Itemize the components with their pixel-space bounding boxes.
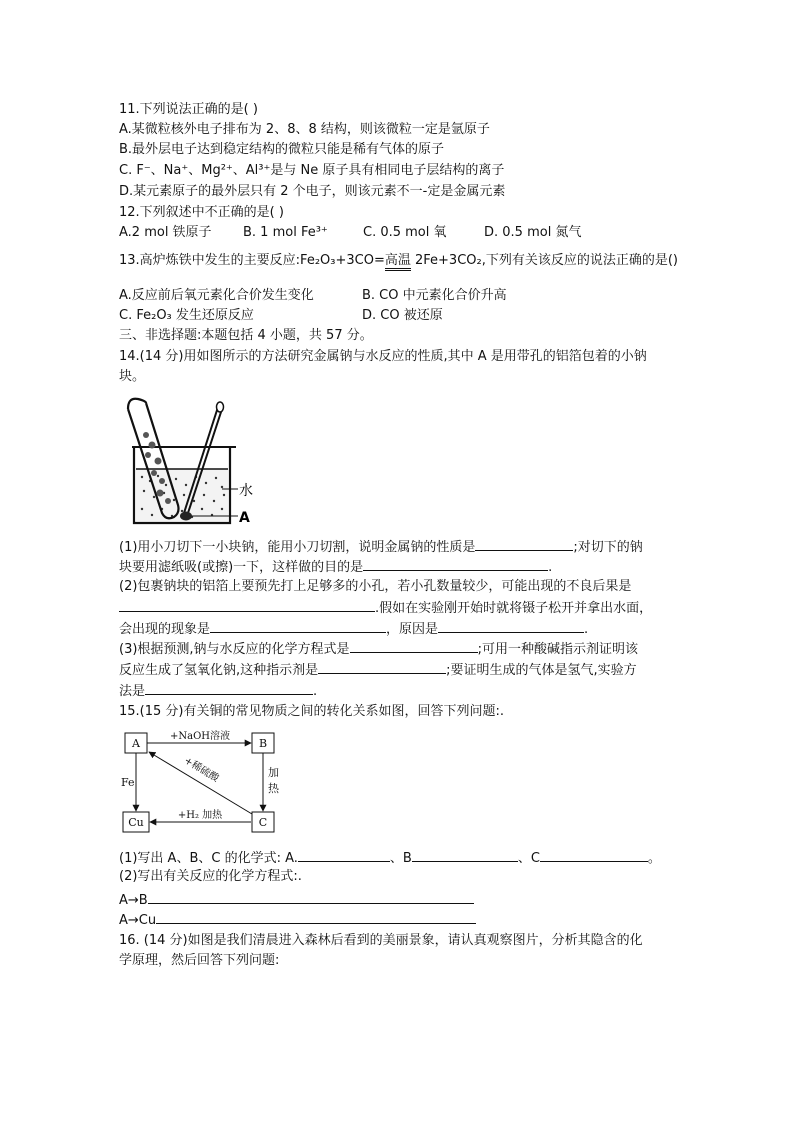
q15-part2: (2)写出有关反应的化学方程式:. (119, 869, 302, 884)
q14-part1-text-c: 块要用滤纸吸(或擦)一下，这样做的目的是 (119, 560, 364, 575)
q12-option-b: B. 1 mol Fe³⁺ (243, 225, 328, 240)
answer-blank-b[interactable] (412, 848, 518, 862)
q15-part1-text-d: 。 (647, 851, 661, 866)
q13-stem (119, 252, 678, 269)
q11-stem: 11.下列说法正确的是( ) (119, 102, 258, 117)
q13-option-d: D. CO 被还原 (362, 308, 443, 323)
arrow-ccu-label: +H₂ 加热 (177, 810, 223, 821)
q11-option-a: A.某微粒核外电子排布为 2、8、8 结构，则该微粒一定是氩原子 (119, 122, 490, 137)
q13-stem-pre: 13.高炉炼铁中发生的主要反应:Fe₂O₃+3CO= (119, 253, 385, 268)
q16-stem-line2: 学原理，然后回答下列问题: (119, 953, 280, 968)
q15-reaction-a-b-label: A→B (119, 893, 148, 908)
answer-blank[interactable] (363, 557, 548, 571)
reaction-condition: 高温 (385, 253, 411, 271)
label-a: A (239, 510, 250, 526)
q13-option-a: A.反应前后氧元素化合价发生变化 (119, 288, 314, 303)
q14-part2-text-c: 会出现的现象是 (119, 622, 211, 637)
q13-option-c: C. Fe₂O₃ 发生还原反应 (119, 308, 254, 323)
q11-option-b: B.最外层电子达到稳定结构的微粒只能是稀有气体的原子 (119, 142, 445, 157)
q14-stem-line2: 块。 (119, 369, 146, 384)
q14-part2-line1: (2)包裹钠块的铝箔上要预先打上足够多的小孔，若小孔数量较少，可能出现的不良后果是 (119, 579, 632, 594)
arrow-ab-label: +NaOH溶液 (169, 731, 231, 742)
q14-part3-text-f: . (313, 684, 318, 699)
q14-part1-line1 (119, 537, 643, 556)
answer-blank[interactable] (119, 598, 375, 612)
q15-part1-text-b: 、B (389, 851, 412, 866)
arrow-ca-label: +稀硫酸 (182, 755, 221, 785)
answer-blank[interactable] (475, 537, 573, 551)
q12-stem: 12.下列叙述中不正确的是( ) (119, 205, 284, 220)
answer-blank[interactable] (156, 910, 476, 924)
q15-part1-text-a: (1)写出 A、B、C 的化学式: A. (119, 851, 298, 866)
q14-part3-text-b: ;可用一种酸碱指示剂证明该 (477, 642, 638, 657)
q14-part1-text-d: . (548, 560, 553, 575)
section-heading: 三、非选择题:本题包括 4 小题，共 57 分。 (119, 328, 373, 343)
q14-part2-line2 (119, 598, 652, 617)
q11-option-c: C. F⁻、Na⁺、Mg²⁺、Al³⁺是与 Ne 原子具有相同电子层结构的离子 (119, 163, 505, 178)
copper-conversion-diagram (118, 728, 280, 840)
q14-part1-text-b: ;对切下的钠 (573, 540, 643, 555)
q15-stem: 15.(15 分)有关铜的常见物质之间的转化关系如图，回答下列问题:. (119, 704, 505, 719)
q11-option-d: D.某元素原子的最外层只有 2 个电子，则该元素不一-定是金属元素 (119, 184, 506, 199)
q15-reaction-a-cu-label: A→Cu (119, 913, 157, 928)
q14-part3-line2 (119, 660, 637, 679)
arrow-acu-label: Fe (121, 776, 135, 789)
answer-blank[interactable] (438, 619, 584, 633)
q14-stem-line1: 14.(14 分)用如图所示的方法研究金属钠与水反应的性质,其中 A 是用带孔的铝箔包着的小钠 (119, 349, 647, 364)
q13-options-row2 (119, 307, 443, 324)
answer-blank[interactable] (145, 681, 313, 695)
q13-stem-post: 2Fe+3CO₂,下列有关该反应的说法正确的是() (410, 253, 678, 268)
arrow-bc-label-1: 加 (268, 766, 279, 779)
q13-option-b: B. CO 中元素化合价升高 (362, 288, 507, 303)
arrow-bc-label-2: 热 (268, 782, 279, 795)
answer-blank[interactable] (210, 619, 386, 633)
box-a-label: A (132, 737, 140, 750)
q14-part3-text-c: 反应生成了氢氧化钠,这种指示剂是 (119, 663, 319, 678)
q12-option-d: D. 0.5 mol 氮气 (484, 225, 582, 240)
q15-reaction-a-cu (119, 910, 476, 929)
q12-option-c: C. 0.5 mol 氧 (363, 225, 447, 240)
q14-part2-line3 (119, 619, 588, 638)
answer-blank[interactable] (350, 639, 478, 653)
answer-blank[interactable] (148, 890, 474, 904)
q15-reaction-a-b (119, 890, 474, 909)
q14-part3-text-a: (3)根据预测,钠与水反应的化学方程式是 (119, 642, 350, 657)
box-cu-label: Cu (128, 816, 144, 829)
box-b-label: B (258, 737, 268, 750)
sodium-water-apparatus-figure (118, 395, 258, 530)
label-water: 水 (239, 483, 253, 499)
q14-part3-line1 (119, 639, 638, 658)
answer-blank[interactable] (318, 660, 446, 674)
answer-blank-a[interactable] (298, 848, 390, 862)
answer-blank-c[interactable] (540, 848, 648, 862)
q14-part3-line3 (119, 681, 317, 700)
q14-part2-text-e: . (584, 622, 589, 637)
q15-part1 (119, 848, 661, 867)
q14-part2-text-b: .假如在实验刚开始时就将镊子松开并拿出水面， (375, 601, 653, 616)
q14-part1-line2 (119, 557, 552, 576)
q16-stem-line1: 16. (14 分)如图是我们清晨进入森林后看到的美丽景象，请认真观察图片，分析其隐含的化 (119, 933, 643, 948)
q14-part3-text-e: 法是 (119, 684, 146, 699)
q14-part1-text-a: (1)用小刀切下一小块钠，能用小刀切割，说明金属钠的性质是 (119, 540, 476, 555)
q13-options-row1 (119, 287, 507, 304)
q12-option-a: A.2 mol 铁原子 (119, 225, 212, 240)
q14-part2-text-d: ，原因是 (386, 622, 439, 637)
q12-options (119, 224, 581, 241)
q15-part1-text-c: 、C (517, 851, 540, 866)
q14-part3-text-d: ;要证明生成的气体是氢气,实验方 (446, 663, 637, 678)
box-c-label: C (258, 816, 268, 829)
